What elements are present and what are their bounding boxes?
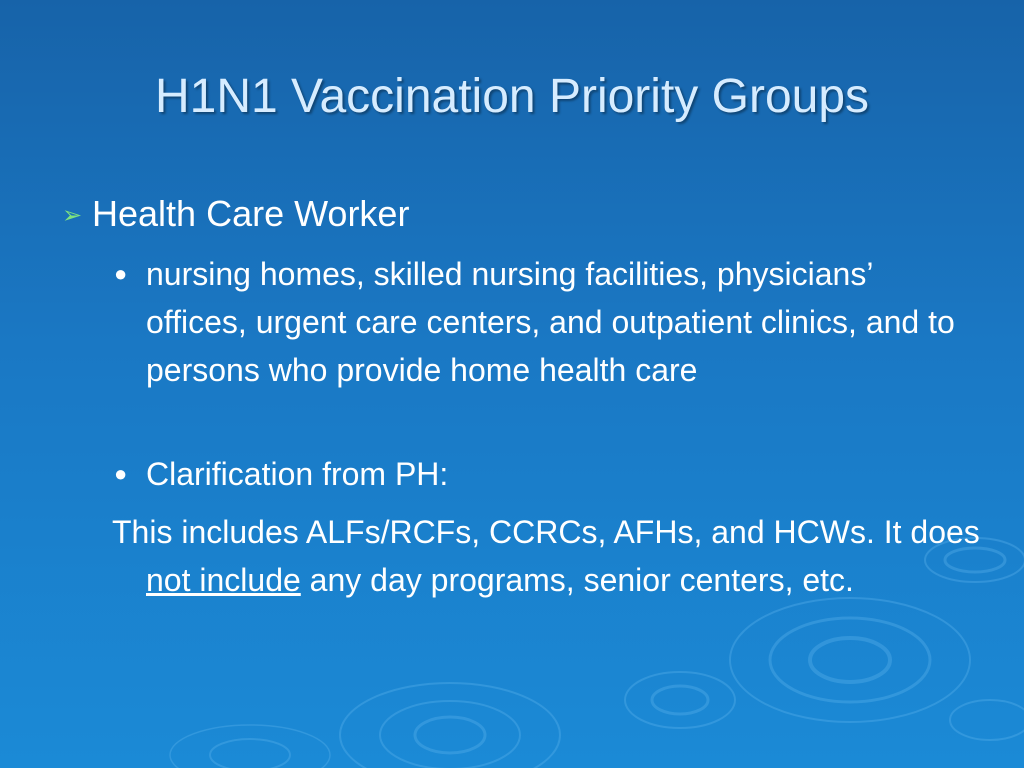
- level1-bullet: [62, 188, 409, 242]
- sub-bullet-clarification: [108, 450, 968, 498]
- sub-bullet-text: Clarification from PH:: [146, 456, 449, 492]
- paragraph-emphasis: not include: [146, 562, 301, 598]
- paragraph-text-end: any day programs, senior centers, etc.: [300, 562, 854, 598]
- paragraph-text-start: This includes ALFs/RCFs, CCRCs, AFHs, and HCWs. It does: [112, 514, 980, 550]
- dot-bullet-icon: ●: [114, 261, 128, 286]
- arrow-bullet-icon: ➢: [62, 202, 83, 229]
- level1-bullet-text: Health Care Worker: [92, 193, 410, 234]
- sub-bullet-text: nursing homes, skilled nursing facilities, physicians’ offices, urgent care centers, and outpatient clinics, and to persons who provide home health care: [146, 256, 955, 388]
- slide-title: H1N1 Vaccination Priority Groups: [154, 70, 870, 123]
- sub-bullet-facilities: [108, 250, 968, 394]
- dot-bullet-icon: ●: [114, 461, 128, 486]
- clarification-paragraph: [112, 508, 1006, 604]
